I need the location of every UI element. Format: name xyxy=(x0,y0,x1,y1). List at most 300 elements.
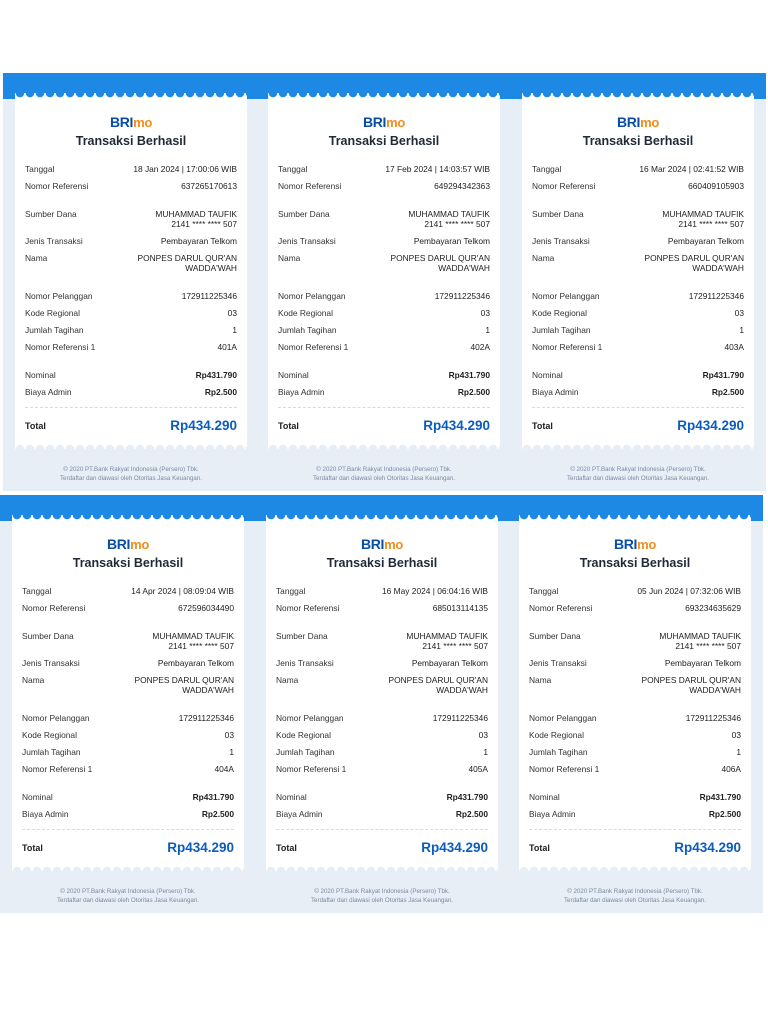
row-nama xyxy=(278,253,490,273)
receipt-footer xyxy=(254,887,510,905)
sumber-value xyxy=(406,631,488,651)
admin-value: Rp2.500 xyxy=(457,387,490,397)
row-sumber-dana xyxy=(276,631,488,651)
logo-bri-text: BRI xyxy=(360,536,385,552)
row-nomor-pelanggan xyxy=(529,713,741,723)
nominal-value: Rp431.790 xyxy=(702,370,744,380)
regional-value: 03 xyxy=(224,730,234,740)
total-value: Rp434.290 xyxy=(677,418,744,433)
row-sumber-dana xyxy=(25,209,237,229)
admin-value: Rp2.500 xyxy=(708,809,741,819)
receipt-panel-1 xyxy=(3,73,259,491)
row-biaya-admin xyxy=(22,809,234,819)
row-nama xyxy=(532,253,744,273)
nama-line-2: WADDA'WAH xyxy=(436,685,488,695)
row-biaya-admin xyxy=(25,387,237,397)
total-value: Rp434.290 xyxy=(674,840,741,855)
row-tanggal xyxy=(25,164,237,174)
logo-bri-text: BRI xyxy=(109,114,134,130)
pelanggan-label: Nomor Pelanggan xyxy=(532,291,600,301)
row-tanggal xyxy=(22,586,234,596)
jenis-value: Pembayaran Telkom xyxy=(667,236,744,246)
receipt-card xyxy=(522,99,754,443)
row-nomor-referensi xyxy=(278,181,490,191)
ref1-value: 404A xyxy=(214,764,234,774)
footer-ojk: Terdaftar dan diawasi oleh Otoritas Jasa Keuangan. xyxy=(310,897,454,904)
receipt-card xyxy=(15,99,247,443)
row-sumber-dana xyxy=(278,209,490,229)
row-nominal xyxy=(276,792,488,802)
row-nomor-pelanggan xyxy=(532,291,744,301)
ref1-label: Nomor Referensi 1 xyxy=(278,342,349,352)
ref-value: 649294342363 xyxy=(434,181,490,191)
row-nama xyxy=(22,675,234,695)
pelanggan-value: 172911225346 xyxy=(181,291,237,301)
admin-value: Rp2.500 xyxy=(711,387,744,397)
nama-label: Nama xyxy=(22,675,45,685)
row-kode-regional xyxy=(529,730,741,740)
receipt-panel-4 xyxy=(0,495,256,913)
jenis-label: Jenis Transaksi xyxy=(529,658,587,668)
tanggal-label: Tanggal xyxy=(22,586,52,596)
pelanggan-label: Nomor Pelanggan xyxy=(276,713,344,723)
sumber-label: Sumber Dana xyxy=(532,209,584,219)
footer-ojk: Terdaftar dan diawasi oleh Otoritas Jasa Keuangan. xyxy=(56,897,200,904)
divider xyxy=(25,407,237,408)
row-total xyxy=(529,840,741,855)
row-nomor-referensi-1 xyxy=(276,764,488,774)
nominal-value: Rp431.790 xyxy=(192,792,234,802)
row-sumber-dana xyxy=(532,209,744,229)
admin-label: Biaya Admin xyxy=(529,809,576,819)
regional-value: 03 xyxy=(734,308,744,318)
sumber-value xyxy=(659,631,741,651)
row-kode-regional xyxy=(276,730,488,740)
nama-label: Nama xyxy=(529,675,552,685)
ref-label: Nomor Referensi xyxy=(532,181,596,191)
total-value: Rp434.290 xyxy=(423,418,490,433)
brimo-logo xyxy=(22,537,234,552)
admin-value: Rp2.500 xyxy=(455,809,488,819)
sumber-name: MUHAMMAD TAUFIK xyxy=(406,631,488,641)
ref-label: Nomor Referensi xyxy=(22,603,86,613)
receipt-footer xyxy=(0,887,256,905)
total-value: Rp434.290 xyxy=(167,840,234,855)
regional-value: 03 xyxy=(227,308,237,318)
pelanggan-value: 172911225346 xyxy=(685,713,741,723)
row-nomor-referensi-1 xyxy=(529,764,741,774)
admin-label: Biaya Admin xyxy=(22,809,69,819)
row-jumlah-tagihan xyxy=(25,325,237,335)
admin-label: Biaya Admin xyxy=(25,387,72,397)
row-nominal xyxy=(278,370,490,380)
sumber-account: 2141 **** **** 507 xyxy=(678,219,744,229)
logo-mo-text: mo xyxy=(133,115,153,130)
pelanggan-label: Nomor Pelanggan xyxy=(25,291,93,301)
row-total xyxy=(278,418,490,433)
row-tanggal xyxy=(529,586,741,596)
row-total xyxy=(22,840,234,855)
sumber-name: MUHAMMAD TAUFIK xyxy=(408,209,490,219)
row-nominal xyxy=(529,792,741,802)
receipt-title: Transaksi Berhasil xyxy=(582,134,694,148)
ref1-value: 401A xyxy=(217,342,237,352)
jenis-value: Pembayaran Telkom xyxy=(411,658,488,668)
sumber-account: 2141 **** **** 507 xyxy=(424,219,490,229)
tanggal-value: 18 Jan 2024 | 17:00:06 WIB xyxy=(133,164,237,174)
tanggal-label: Tanggal xyxy=(25,164,55,174)
ref-value: 672596034490 xyxy=(178,603,234,613)
footer-ojk: Terdaftar dan diawasi oleh Otoritas Jasa Keuangan. xyxy=(566,475,710,482)
tagihan-value: 1 xyxy=(229,747,234,757)
receipt-title: Transaksi Berhasil xyxy=(326,556,438,570)
regional-value: 03 xyxy=(731,730,741,740)
row-tanggal xyxy=(532,164,744,174)
ref1-label: Nomor Referensi 1 xyxy=(25,342,96,352)
pelanggan-label: Nomor Pelanggan xyxy=(22,713,90,723)
total-label: Total xyxy=(22,842,43,853)
footer-ojk: Terdaftar dan diawasi oleh Otoritas Jasa Keuangan. xyxy=(312,475,456,482)
nominal-label: Nominal xyxy=(529,792,560,802)
row-tanggal xyxy=(278,164,490,174)
nama-line-2: WADDA'WAH xyxy=(689,685,741,695)
nama-label: Nama xyxy=(276,675,299,685)
receipt-title: Transaksi Berhasil xyxy=(75,134,187,148)
row-nomor-referensi xyxy=(532,181,744,191)
nominal-value: Rp431.790 xyxy=(699,792,741,802)
sumber-label: Sumber Dana xyxy=(529,631,581,641)
row-kode-regional xyxy=(278,308,490,318)
nominal-value: Rp431.790 xyxy=(448,370,490,380)
tanggal-label: Tanggal xyxy=(276,586,306,596)
regional-value: 03 xyxy=(478,730,488,740)
tanggal-value: 17 Feb 2024 | 14:03:57 WIB xyxy=(385,164,490,174)
logo-mo-text: mo xyxy=(640,115,660,130)
row-jenis-transaksi xyxy=(278,236,490,246)
regional-value: 03 xyxy=(480,308,490,318)
footer-copyright: © 2020 PT.Bank Rakyat Indonesia (Persero) Tbk. xyxy=(314,888,450,895)
nominal-label: Nominal xyxy=(532,370,563,380)
receipt-panel-2 xyxy=(256,73,512,491)
receipt-footer xyxy=(507,887,763,905)
receipt-panel-6 xyxy=(507,495,763,913)
jenis-label: Jenis Transaksi xyxy=(25,236,83,246)
row-biaya-admin xyxy=(529,809,741,819)
tagihan-value: 1 xyxy=(736,747,741,757)
brimo-logo xyxy=(532,115,744,130)
nama-line-2: WADDA'WAH xyxy=(692,263,744,273)
nominal-label: Nominal xyxy=(276,792,307,802)
row-nomor-pelanggan xyxy=(278,291,490,301)
sumber-account: 2141 **** **** 507 xyxy=(171,219,237,229)
total-label: Total xyxy=(276,842,297,853)
nama-value xyxy=(135,675,234,695)
sumber-name: MUHAMMAD TAUFIK xyxy=(662,209,744,219)
receipt-footer xyxy=(256,465,512,483)
nama-line-1: PONPES DARUL QUR'AN xyxy=(390,253,490,263)
total-label: Total xyxy=(25,420,46,431)
ref1-value: 402A xyxy=(470,342,490,352)
pelanggan-value: 172911225346 xyxy=(178,713,234,723)
regional-label: Kode Regional xyxy=(278,308,333,318)
jenis-label: Jenis Transaksi xyxy=(22,658,80,668)
jenis-value: Pembayaran Telkom xyxy=(413,236,490,246)
sumber-label: Sumber Dana xyxy=(22,631,74,641)
nama-label: Nama xyxy=(278,253,301,263)
jenis-value: Pembayaran Telkom xyxy=(160,236,237,246)
ref1-value: 406A xyxy=(721,764,741,774)
sumber-account: 2141 **** **** 507 xyxy=(422,641,488,651)
logo-mo-text: mo xyxy=(386,115,406,130)
ref-label: Nomor Referensi xyxy=(276,603,340,613)
row-nominal xyxy=(532,370,744,380)
jenis-value: Pembayaran Telkom xyxy=(157,658,234,668)
footer-copyright: © 2020 PT.Bank Rakyat Indonesia (Persero) Tbk. xyxy=(570,466,706,473)
row-kode-regional xyxy=(532,308,744,318)
total-label: Total xyxy=(532,420,553,431)
regional-label: Kode Regional xyxy=(276,730,331,740)
tagihan-value: 1 xyxy=(739,325,744,335)
brimo-logo xyxy=(529,537,741,552)
admin-label: Biaya Admin xyxy=(276,809,323,819)
pelanggan-value: 172911225346 xyxy=(434,291,490,301)
footer-ojk: Terdaftar dan diawasi oleh Otoritas Jasa Keuangan. xyxy=(563,897,707,904)
jenis-label: Jenis Transaksi xyxy=(278,236,336,246)
jenis-label: Jenis Transaksi xyxy=(532,236,590,246)
logo-mo-text: mo xyxy=(130,537,150,552)
sumber-name: MUHAMMAD TAUFIK xyxy=(659,631,741,641)
row-nomor-pelanggan xyxy=(276,713,488,723)
tagihan-label: Jumlah Tagihan xyxy=(25,325,84,335)
ref-value: 685013114135 xyxy=(432,603,488,613)
divider xyxy=(532,407,744,408)
tagihan-value: 1 xyxy=(485,325,490,335)
logo-bri-text: BRI xyxy=(613,536,638,552)
tanggal-value: 16 May 2024 | 06:04:16 WIB xyxy=(382,586,488,596)
regional-label: Kode Regional xyxy=(529,730,584,740)
divider xyxy=(276,829,488,830)
nama-value xyxy=(391,253,490,273)
sumber-name: MUHAMMAD TAUFIK xyxy=(152,631,234,641)
tanggal-value: 14 Apr 2024 | 08:09:04 WIB xyxy=(131,586,234,596)
receipt-title: Transaksi Berhasil xyxy=(579,556,691,570)
ref1-label: Nomor Referensi 1 xyxy=(532,342,603,352)
row-sumber-dana xyxy=(22,631,234,651)
row-nama xyxy=(25,253,237,273)
row-tanggal xyxy=(276,586,488,596)
sumber-label: Sumber Dana xyxy=(25,209,77,219)
admin-label: Biaya Admin xyxy=(532,387,579,397)
nama-value xyxy=(642,675,741,695)
footer-copyright: © 2020 PT.Bank Rakyat Indonesia (Persero) Tbk. xyxy=(567,888,703,895)
row-jenis-transaksi xyxy=(276,658,488,668)
logo-mo-text: mo xyxy=(637,537,657,552)
ref-label: Nomor Referensi xyxy=(25,181,89,191)
footer-copyright: © 2020 PT.Bank Rakyat Indonesia (Persero) Tbk. xyxy=(60,888,196,895)
nama-label: Nama xyxy=(532,253,555,263)
ref-label: Nomor Referensi xyxy=(529,603,593,613)
sumber-value xyxy=(408,209,490,229)
receipt-title: Transaksi Berhasil xyxy=(72,556,184,570)
nominal-label: Nominal xyxy=(278,370,309,380)
ref1-value: 405A xyxy=(468,764,488,774)
total-label: Total xyxy=(278,420,299,431)
total-value: Rp434.290 xyxy=(170,418,237,433)
footer-copyright: © 2020 PT.Bank Rakyat Indonesia (Persero) Tbk. xyxy=(316,466,452,473)
row-jenis-transaksi xyxy=(22,658,234,668)
ref-value: 693234635629 xyxy=(685,603,741,613)
regional-label: Kode Regional xyxy=(22,730,77,740)
row-nomor-referensi xyxy=(276,603,488,613)
divider xyxy=(22,829,234,830)
ref-label: Nomor Referensi xyxy=(278,181,342,191)
row-jenis-transaksi xyxy=(532,236,744,246)
nama-value xyxy=(389,675,488,695)
row-total xyxy=(532,418,744,433)
ref1-value: 403A xyxy=(724,342,744,352)
tanggal-label: Tanggal xyxy=(278,164,308,174)
logo-bri-text: BRI xyxy=(616,114,641,130)
jenis-label: Jenis Transaksi xyxy=(276,658,334,668)
footer-copyright: © 2020 PT.Bank Rakyat Indonesia (Persero) Tbk. xyxy=(63,466,199,473)
receipt-panel-3 xyxy=(510,73,766,491)
receipt-footer xyxy=(3,465,259,483)
row-nama xyxy=(276,675,488,695)
row-nomor-pelanggan xyxy=(22,713,234,723)
row-jumlah-tagihan xyxy=(278,325,490,335)
sumber-label: Sumber Dana xyxy=(276,631,328,641)
sumber-account: 2141 **** **** 507 xyxy=(675,641,741,651)
row-nomor-referensi-1 xyxy=(25,342,237,352)
nama-line-2: WADDA'WAH xyxy=(182,685,234,695)
row-total xyxy=(25,418,237,433)
receipt-footer xyxy=(510,465,766,483)
divider xyxy=(529,829,741,830)
row-nama xyxy=(529,675,741,695)
row-biaya-admin xyxy=(278,387,490,397)
tanggal-label: Tanggal xyxy=(529,586,559,596)
row-nomor-referensi-1 xyxy=(22,764,234,774)
admin-value: Rp2.500 xyxy=(204,387,237,397)
ref-value: 637265170613 xyxy=(181,181,237,191)
logo-bri-text: BRI xyxy=(362,114,387,130)
tanggal-label: Tanggal xyxy=(532,164,562,174)
brimo-logo xyxy=(278,115,490,130)
row-jenis-transaksi xyxy=(529,658,741,668)
sumber-label: Sumber Dana xyxy=(278,209,330,219)
tagihan-label: Jumlah Tagihan xyxy=(529,747,588,757)
nama-value xyxy=(645,253,744,273)
admin-label: Biaya Admin xyxy=(278,387,325,397)
nama-line-1: PONPES DARUL QUR'AN xyxy=(134,675,234,685)
pelanggan-value: 172911225346 xyxy=(432,713,488,723)
tanggal-value: 05 Jun 2024 | 07:32:06 WIB xyxy=(637,586,741,596)
tagihan-label: Jumlah Tagihan xyxy=(22,747,81,757)
admin-value: Rp2.500 xyxy=(201,809,234,819)
nama-line-1: PONPES DARUL QUR'AN xyxy=(644,253,744,263)
receipt-card xyxy=(519,521,751,865)
row-biaya-admin xyxy=(276,809,488,819)
row-nomor-referensi xyxy=(22,603,234,613)
logo-mo-text: mo xyxy=(384,537,404,552)
row-nominal xyxy=(22,792,234,802)
tagihan-label: Jumlah Tagihan xyxy=(276,747,335,757)
row-jumlah-tagihan xyxy=(532,325,744,335)
row-jumlah-tagihan xyxy=(276,747,488,757)
divider xyxy=(278,407,490,408)
ref-value: 660409105903 xyxy=(688,181,744,191)
nama-value xyxy=(138,253,237,273)
tanggal-value: 16 Mar 2024 | 02:41:52 WIB xyxy=(639,164,744,174)
row-nomor-referensi-1 xyxy=(532,342,744,352)
regional-label: Kode Regional xyxy=(25,308,80,318)
pelanggan-label: Nomor Pelanggan xyxy=(278,291,346,301)
pelanggan-value: 172911225346 xyxy=(688,291,744,301)
pelanggan-label: Nomor Pelanggan xyxy=(529,713,597,723)
tagihan-value: 1 xyxy=(483,747,488,757)
sumber-value xyxy=(152,631,234,651)
nominal-value: Rp431.790 xyxy=(446,792,488,802)
total-label: Total xyxy=(529,842,550,853)
nama-line-1: PONPES DARUL QUR'AN xyxy=(641,675,741,685)
ref1-label: Nomor Referensi 1 xyxy=(22,764,93,774)
row-jumlah-tagihan xyxy=(529,747,741,757)
ref1-label: Nomor Referensi 1 xyxy=(276,764,347,774)
row-jumlah-tagihan xyxy=(22,747,234,757)
row-total xyxy=(276,840,488,855)
tagihan-label: Jumlah Tagihan xyxy=(532,325,591,335)
nominal-label: Nominal xyxy=(25,370,56,380)
row-nomor-pelanggan xyxy=(25,291,237,301)
row-nomor-referensi xyxy=(529,603,741,613)
footer-ojk: Terdaftar dan diawasi oleh Otoritas Jasa Keuangan. xyxy=(59,475,203,482)
receipt-card xyxy=(268,99,500,443)
sumber-name: MUHAMMAD TAUFIK xyxy=(155,209,237,219)
brimo-logo xyxy=(276,537,488,552)
receipt-card xyxy=(266,521,498,865)
sumber-value xyxy=(662,209,744,229)
row-jenis-transaksi xyxy=(25,236,237,246)
nama-line-2: WADDA'WAH xyxy=(438,263,490,273)
tagihan-value: 1 xyxy=(232,325,237,335)
jenis-value: Pembayaran Telkom xyxy=(664,658,741,668)
row-kode-regional xyxy=(25,308,237,318)
brimo-logo xyxy=(25,115,237,130)
row-kode-regional xyxy=(22,730,234,740)
total-value: Rp434.290 xyxy=(421,840,488,855)
row-sumber-dana xyxy=(529,631,741,651)
receipt-panel-5 xyxy=(254,495,510,913)
receipt-title: Transaksi Berhasil xyxy=(328,134,440,148)
row-nomor-referensi xyxy=(25,181,237,191)
logo-bri-text: BRI xyxy=(106,536,131,552)
nominal-label: Nominal xyxy=(22,792,53,802)
nominal-value: Rp431.790 xyxy=(195,370,237,380)
row-biaya-admin xyxy=(532,387,744,397)
regional-label: Kode Regional xyxy=(532,308,587,318)
nama-line-1: PONPES DARUL QUR'AN xyxy=(388,675,488,685)
nama-line-2: WADDA'WAH xyxy=(185,263,237,273)
tagihan-label: Jumlah Tagihan xyxy=(278,325,337,335)
receipt-card xyxy=(12,521,244,865)
ref1-label: Nomor Referensi 1 xyxy=(529,764,600,774)
row-nominal xyxy=(25,370,237,380)
sumber-value xyxy=(155,209,237,229)
row-nomor-referensi-1 xyxy=(278,342,490,352)
sumber-account: 2141 **** **** 507 xyxy=(168,641,234,651)
nama-line-1: PONPES DARUL QUR'AN xyxy=(137,253,237,263)
nama-label: Nama xyxy=(25,253,48,263)
